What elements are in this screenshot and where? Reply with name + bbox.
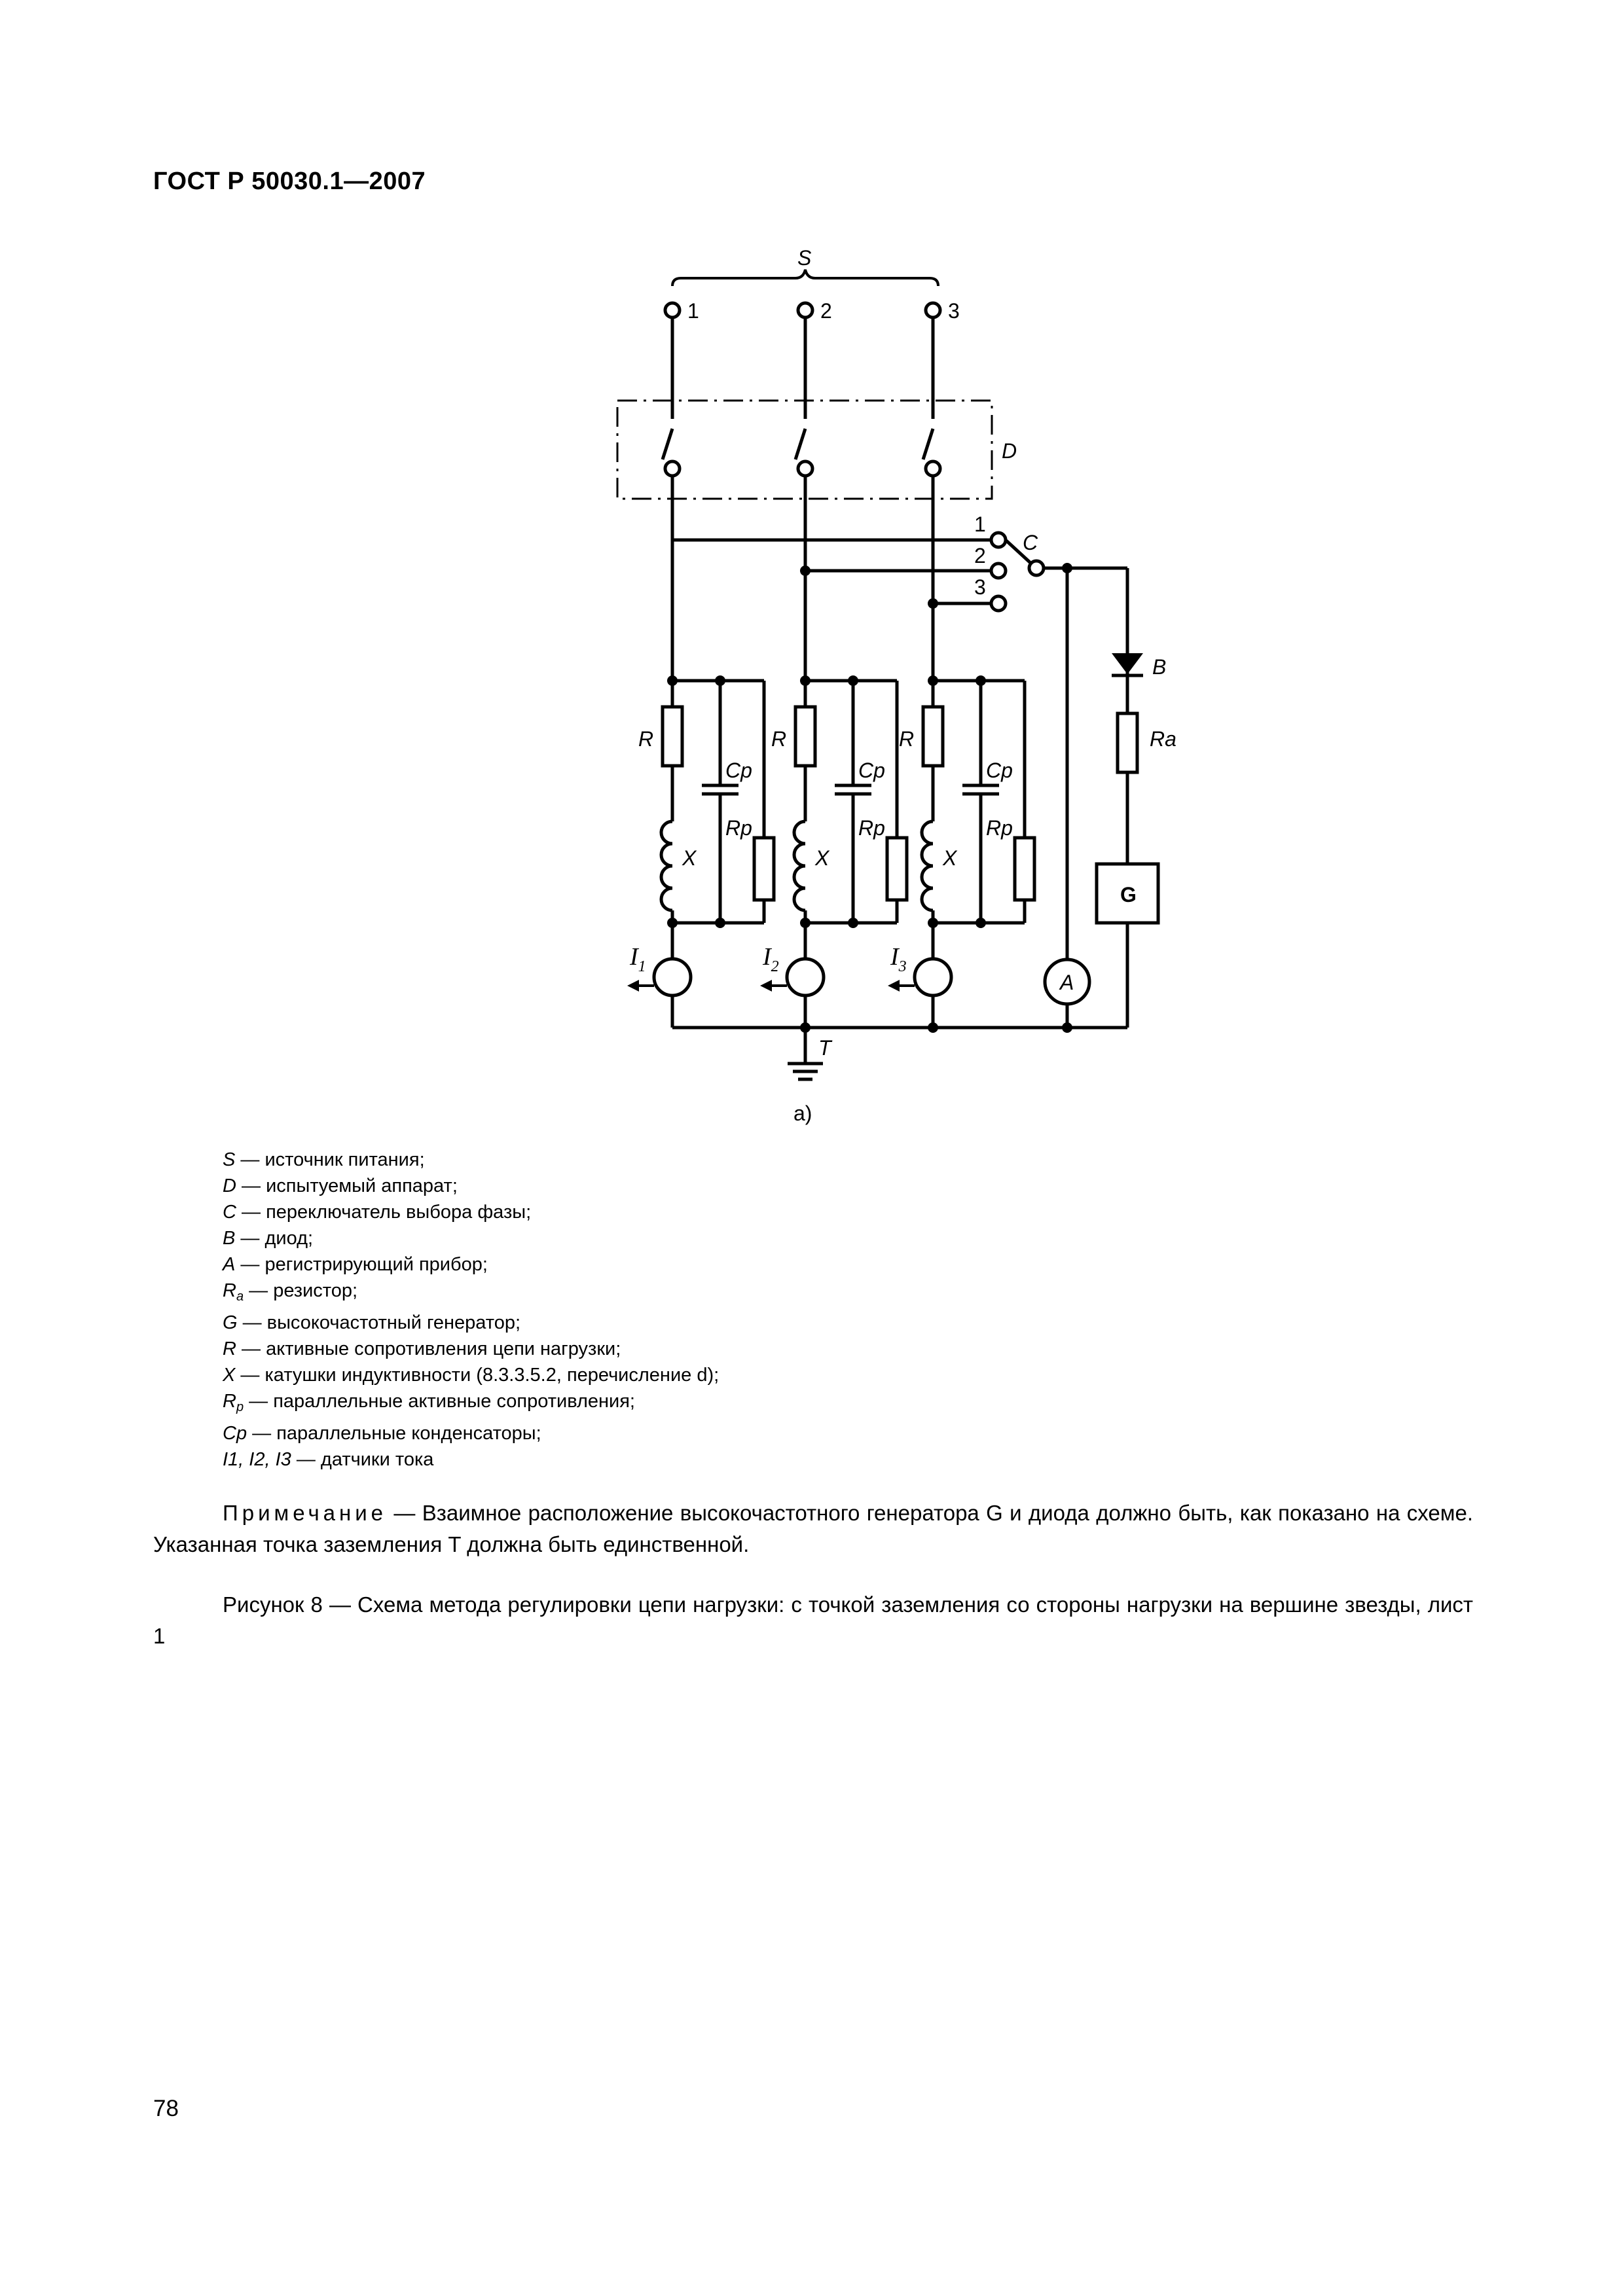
inductor-x-2 xyxy=(794,821,805,910)
legend-item: Cp — параллельные конденсаторы; xyxy=(223,1423,541,1444)
document-header: ГОСТ Р 50030.1—2007 xyxy=(153,168,426,195)
note-text: — Взаимное расположение высокочастотного генератора G и диода должно быть, как показано на схеме. Указанная точка заземления T должна быть единственной. xyxy=(153,1501,1473,1556)
switch-pos-2: 2 xyxy=(974,544,986,567)
inductor-label-2: X xyxy=(815,846,830,870)
switch-pos-3: 3 xyxy=(974,575,986,599)
resistor-ra xyxy=(1118,713,1137,772)
legend-item: $R_p$ — параллельные активные сопротивления; xyxy=(223,1391,635,1414)
rp-label-2: Rp xyxy=(858,816,885,840)
terminal-label-2: 2 xyxy=(820,299,832,323)
load-branch-2 xyxy=(794,675,907,959)
legend-item: B — диод; xyxy=(223,1228,314,1249)
inductor-x-3 xyxy=(922,821,933,910)
switch-pos-1: 1 xyxy=(974,512,986,536)
figure-caption: Рисунок 8 — Схема метода регулировки цепи нагрузки: с точкой заземления со стороны нагрузки на вершине звезды, лист 1 xyxy=(153,1592,1473,1648)
neutral-bus xyxy=(672,1022,1127,1079)
current-sensors xyxy=(627,923,951,1028)
terminal-3 xyxy=(926,303,940,317)
legend-item: X — катушки индуктивности (8.3.3.5.2, перечисление d); xyxy=(223,1365,720,1386)
resistor-r-1 xyxy=(663,707,682,766)
figure-sublabel: a) xyxy=(793,1102,812,1125)
resistor-rp-3 xyxy=(1015,838,1034,900)
page-number: 78 xyxy=(153,2096,179,2121)
source-label: S xyxy=(797,246,812,270)
resistor-rp-2 xyxy=(887,838,907,900)
terminal-label-1: 1 xyxy=(687,299,699,323)
meter-label: A xyxy=(1060,971,1074,994)
device-label: D xyxy=(1002,439,1017,463)
legend-item: D — испытуемый аппарат; xyxy=(223,1175,458,1196)
capacitor-label-2: Cp xyxy=(858,759,885,782)
source-brace xyxy=(672,270,938,286)
legend-item: C — переключатель выбора фазы; xyxy=(223,1202,532,1223)
switch-label: C xyxy=(1023,531,1038,554)
ground-label: T xyxy=(818,1036,831,1060)
resistor-r-2 xyxy=(795,707,815,766)
current-sensor-1 xyxy=(654,959,691,996)
inductor-label-3: X xyxy=(943,846,957,870)
generator-branch xyxy=(1097,628,1158,1028)
terminal-1 xyxy=(665,303,680,317)
source-terminals xyxy=(665,303,940,317)
legend-item: I1, I2, I3 — датчики тока xyxy=(223,1449,434,1470)
note-paragraph xyxy=(153,1498,1473,1560)
sensor-label-2: $I_2$ xyxy=(763,943,779,975)
legend-item: R — активные сопротивления цепи нагрузки; xyxy=(223,1338,621,1359)
sensor-label-3: $I_3$ xyxy=(890,943,907,975)
resistor-label-1: R xyxy=(638,727,654,751)
resistor-label-2: R xyxy=(771,727,787,751)
rp-label-1: Rp xyxy=(725,816,752,840)
legend-item: $R_a$ — резистор; xyxy=(223,1280,358,1304)
load-branch-1 xyxy=(661,675,774,959)
note-label: Примечание xyxy=(223,1501,388,1525)
load-branch-3 xyxy=(922,675,1034,959)
rp-label-3: Rp xyxy=(986,816,1013,840)
resistor-label-3: R xyxy=(899,727,915,751)
terminal-2 xyxy=(798,303,812,317)
resistor-rp-1 xyxy=(754,838,774,900)
resistor-r-3 xyxy=(923,707,943,766)
legend-item: S — источник питания; xyxy=(223,1149,425,1170)
terminal-label-3: 3 xyxy=(948,299,960,323)
legend-item: G — высокочастотный генератор; xyxy=(223,1312,521,1333)
inductor-label-1: X xyxy=(682,846,697,870)
capacitor-label-1: Cp xyxy=(725,759,752,782)
capacitor-label-3: Cp xyxy=(986,759,1013,782)
current-sensor-2 xyxy=(787,959,824,996)
legend xyxy=(223,1147,719,1473)
current-sensor-3 xyxy=(915,959,951,996)
generator-label: G xyxy=(1120,883,1137,906)
diode-label: B xyxy=(1152,655,1167,679)
ra-label: Ra xyxy=(1150,727,1176,751)
inductor-x-1 xyxy=(661,821,672,910)
legend-item: A — регистрирующий прибор; xyxy=(223,1254,488,1275)
sensor-label-1: $I_1$ xyxy=(630,943,646,975)
